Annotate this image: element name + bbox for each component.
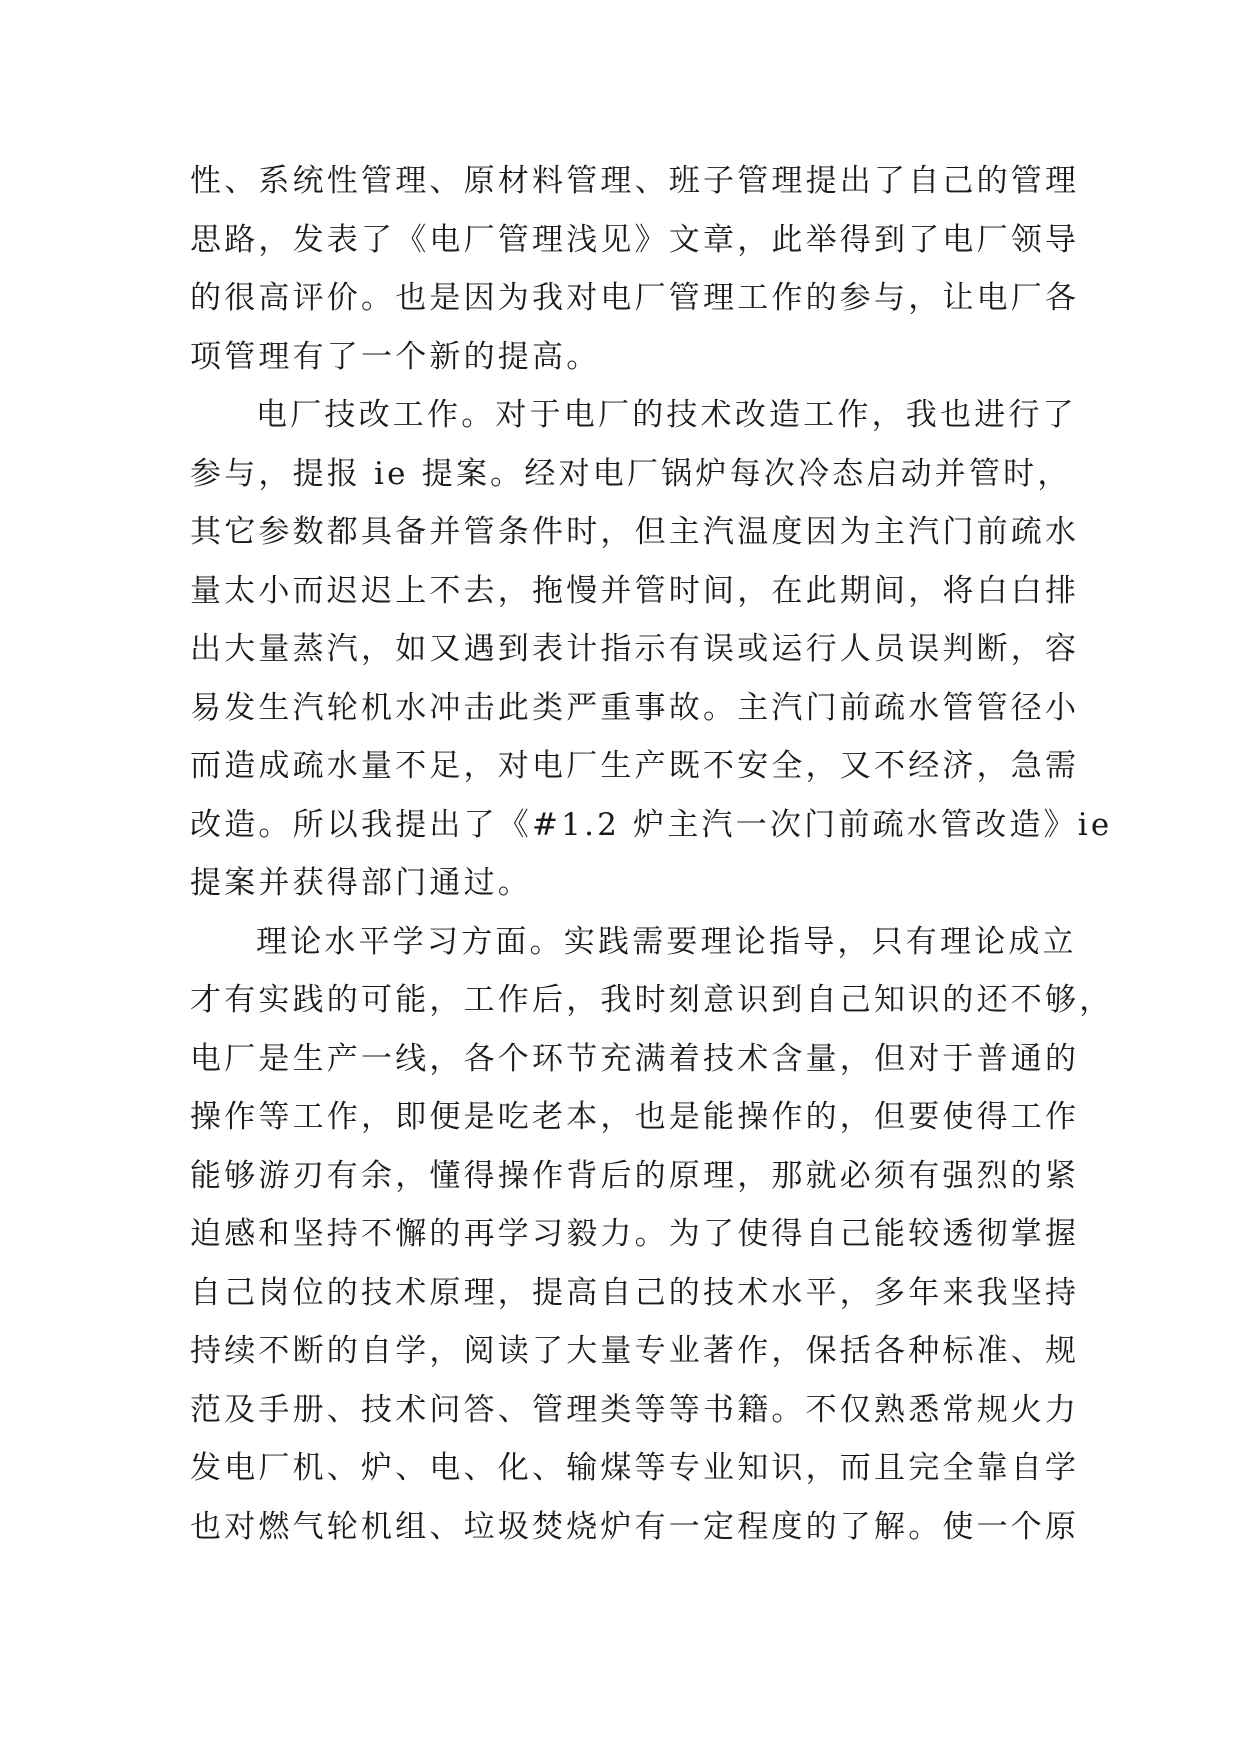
paragraph-theory-study [190,913,1114,1557]
text-line: 性、系统性管理、原材料管理、班子管理提出了自己的管理 [190,163,1080,199]
text-line: 范及手册、技术问答、管理类等等书籍。不仅熟悉常规火力 [190,1391,1080,1428]
text-line: 参与，提报 ie 提案。经对电厂锅炉每次冷态启动并管时， [190,455,1072,492]
text-line: 提案并获得部门通过。 [190,865,532,901]
text-line: 才有实践的可能，工作后，我时刻意识到自己知识的还不够， [190,982,1114,1018]
paragraph-management [190,152,1080,386]
text-line: 其它参数都具备并管条件时，但主汽温度因为主汽门前疏水 [190,514,1080,550]
text-line: 改造。所以我提出了《#1.2 炉主汽一次门前疏水管改造》ie [190,806,1113,843]
text-line: 出大量蒸汽，如又遇到表计指示有误或运行人员误判断，容 [190,631,1080,667]
text-line: 发电厂机、炉、电、化、输煤等专业知识，而且完全靠自学 [190,1450,1080,1486]
text-line: 能够游刃有余，懂得操作背后的原理，那就必须有强烈的紧 [190,1157,1080,1194]
text-line: 思路，发表了《电厂管理浅见》文章，此举得到了电厂领导 [190,221,1080,258]
text-line: 量太小而迟迟上不去，拖慢并管时间，在此期间，将白白排 [190,572,1080,609]
text-line: 的很高评价。也是因为我对电厂管理工作的参与，让电厂各 [190,280,1080,316]
text-line: 易发生汽轮机水冲击此类严重事故。主汽门前疏水管管径小 [190,689,1080,726]
document-body [190,152,1114,1556]
text-line: 自己岗位的技术原理，提高自己的技术水平，多年来我坚持 [190,1274,1080,1311]
text-line: 迫感和坚持不懈的再学习毅力。为了使得自己能较透彻掌握 [190,1216,1080,1252]
text-line: 而造成疏水量不足，对电厂生产既不安全，又不经济，急需 [190,748,1080,784]
text-line: 也对燃气轮机组、垃圾焚烧炉有一定程度的了解。使一个原 [190,1508,1080,1545]
text-line: 理论水平学习方面。实践需要理论指导，只有理论成立 [256,923,1077,960]
text-line: 项管理有了一个新的提高。 [190,338,601,375]
text-line: 持续不断的自学，阅读了大量专业著作，保括各种标准、规 [190,1333,1080,1369]
text-line: 操作等工作，即便是吃老本，也是能操作的，但要使得工作 [190,1099,1080,1135]
text-line: 电厂是生产一线，各个环节充满着技术含量，但对于普通的 [190,1040,1080,1077]
paragraph-technical-renovation [190,386,1113,913]
text-line: 电厂技改工作。对于电厂的技术改造工作，我也进行了 [256,397,1077,433]
